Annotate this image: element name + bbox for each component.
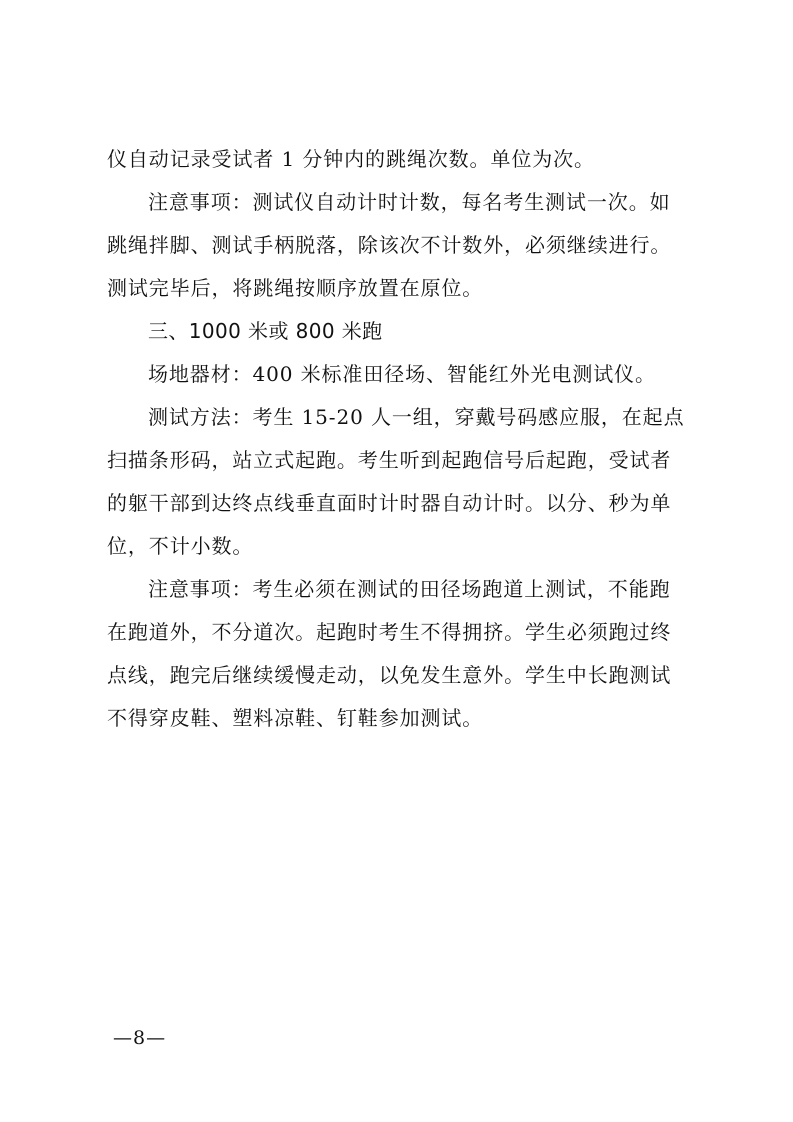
section-heading: 三、1000 米或 800 米跑 [148,319,383,343]
paragraph-5-line-3: 点线，跑完后继续缓慢走动，以免发生意外。学生中长跑测试 [107,663,672,687]
paragraph-3-line-1: 场地器材：400 米标准田径场、智能红外光电测试仪。 [148,362,656,386]
paragraph-5-line-1: 注意事项：考生必须在测试的田径场跑道上测试，不能跑 [148,577,671,601]
paragraph-2-line-3: 测试完毕后，将跳绳按顺序放置在原位。 [107,276,484,300]
paragraph-5-line-2: 在跑道外，不分道次。起跑时考生不得拥挤。学生必须跑过终 [107,620,672,644]
paragraph-2-line-1: 注意事项：测试仪自动计时计数，每名考生测试一次。如 [148,190,671,214]
paragraph-4-line-1: 测试方法：考生 15-20 人一组，穿戴号码感应服，在起点 [148,405,685,429]
paragraph-1-line-1: 仪自动记录受试者 1 分钟内的跳绳次数。单位为次。 [107,147,595,171]
paragraph-4-line-2: 扫描条形码，站立式起跑。考生听到起跑信号后起跑，受试者 [107,448,672,472]
paragraph-4-line-4: 位，不计小数。 [107,534,254,558]
paragraph-5-line-4: 不得穿皮鞋、塑料凉鞋、钉鞋参加测试。 [107,706,484,730]
paragraph-2-line-2: 跳绳拌脚、测试手柄脱落，除该次不计数外，必须继续进行。 [107,233,672,257]
page-number: —8— [113,1027,167,1049]
paragraph-4-line-3: 的躯干部到达终点线垂直面时计时器自动计时。以分、秒为单 [107,491,672,515]
